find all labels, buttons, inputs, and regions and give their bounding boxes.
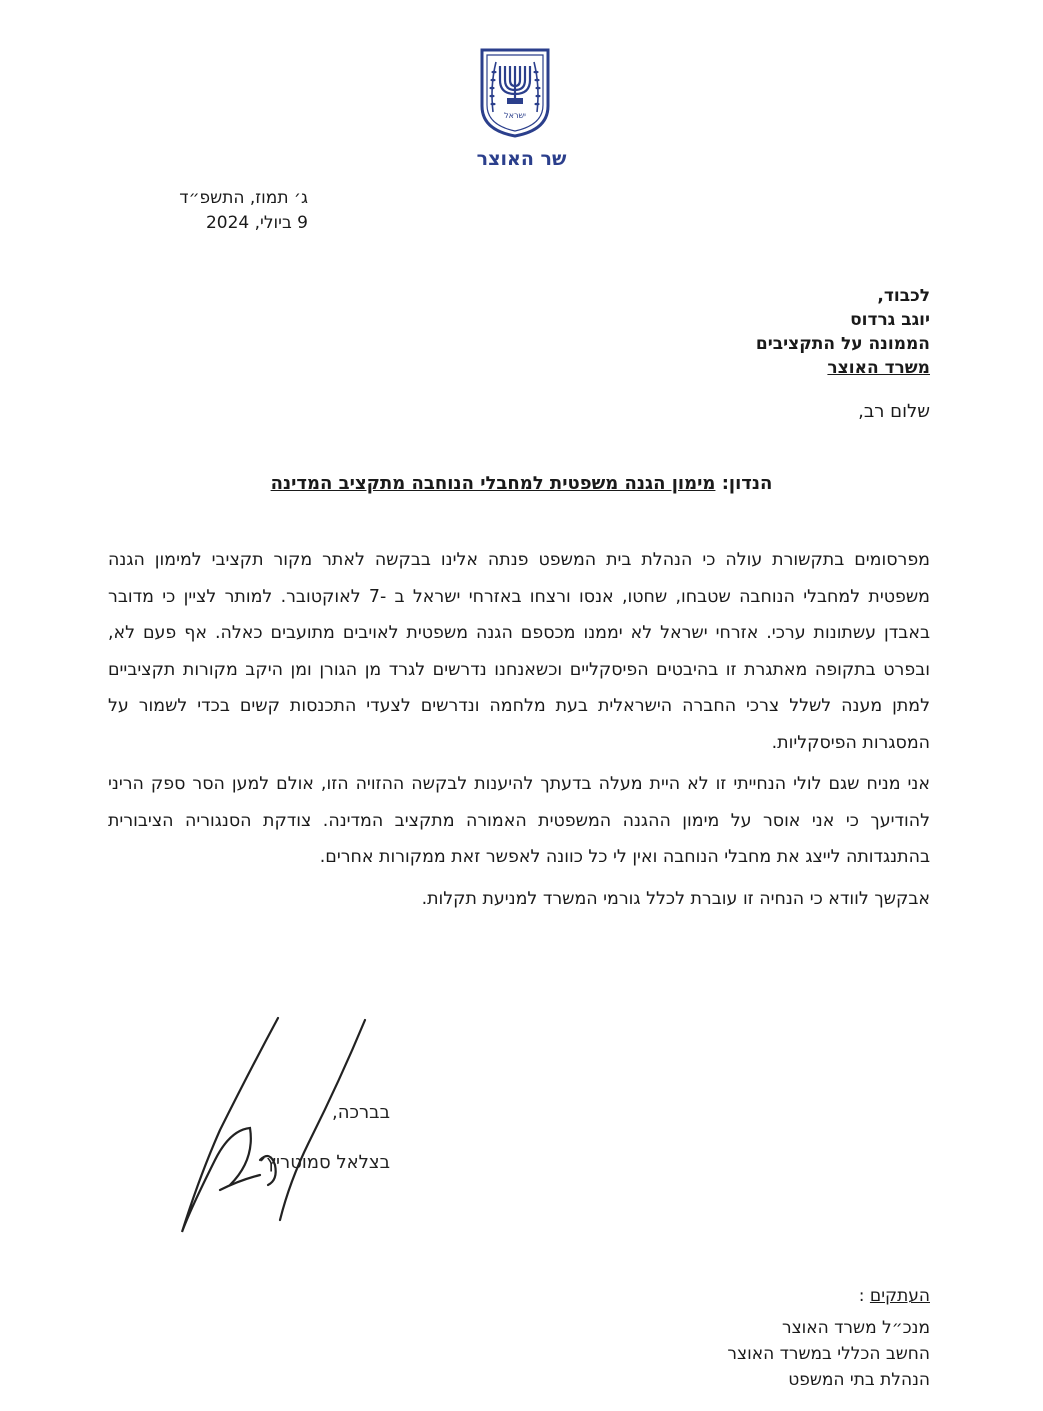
closing: בברכה, [332, 1102, 390, 1123]
cc-item: מנכ״ל משרד האוצר [781, 1318, 930, 1338]
signer-name: בצלאל סמוטריץ׳ [258, 1152, 390, 1173]
gregorian-date: 9 ביולי, 2024 [205, 213, 308, 233]
letter-body [108, 542, 930, 922]
body-paragraph: אבקשך לוודא כי הנחיה זו עוברת לכלל גורמי המשרד למניעת תקלות. [421, 888, 930, 909]
body-paragraph: מפרסומים בתקשורת עולה כי הנהלת בית המשפט פנתה אלינו בבקשה לאתר מקור תקציבי למימון הגנה משפטית למחבלי הנוחבה שטבחו, שחטו, אנסו ורצחו באזרחי ישראל ב -7 לאוקטובר. למותר לציין כי מדובר באבדן עשתונות ערכי. אזרחי ישראל לא יממנו מכספם הגנה משפטית לאויבים מתועבים כאלה. אף פעם לא, ובפרט בתקופה מאתגרת זו בהיבטים הפיסקליים וכשאנחנו נדרשים לגרד מן הגורן ומן היקב מקורות תקציביים למתן מענה לשלל צרכי החברה הישראלית בעת מלחמה ונדרשים לצעדי התכנסות קשים בכדי לשמור על המסגרות הפיסקליות. [108, 550, 930, 753]
greeting: שלום רב, [858, 401, 930, 422]
recipient-block [756, 284, 930, 380]
minister-title: שר האוצר [476, 148, 567, 170]
cc-title: העתקים [869, 1286, 930, 1306]
hebrew-date: ג׳ תמוז, התשפ״ד [179, 188, 308, 208]
recipient-name: יוגב גרדוס [850, 310, 930, 330]
signature-block [160, 1010, 390, 1245]
cc-block: העתקים : מנכ״ל משרד האוצר החשב הכללי במשרד האוצר הנהלת בתי המשפט [727, 1283, 930, 1393]
cc-item: הנהלת בתי המשפט [788, 1370, 930, 1390]
cc-item: החשב הכללי במשרד האוצר [727, 1344, 930, 1364]
recipient-office: משרד האוצר [827, 358, 930, 378]
state-emblem-icon [478, 46, 552, 138]
emblem-text: ישראל [504, 111, 526, 120]
letter-date [108, 186, 308, 236]
handwritten-signature-icon [160, 1010, 390, 1245]
recipient-role: הממונה על התקציבים [755, 334, 930, 354]
recipient-salutation: לכבוד, [877, 286, 930, 306]
subject-text: מימון הגנה משפטית למחבלי הנוחבה מתקציב המדינה [270, 473, 716, 494]
subject-line [0, 473, 1043, 494]
body-paragraph: אני מניח שגם לולי הנחייתי זו לא היית מעלה בדעתך להיענות לבקשה ההזויה הזו, אולם למען הסר ספק הריני להודיעך כי אני אוסר על מימון ההגנה המשפטית האמורה מתקציב המדינה. צודקת הסנגוריה הציבורית בהתנגדותה לייצג את מחבלי הנוחבה ואין לי כל כוונה לאפשר זאת ממקורות אחרים. [108, 774, 930, 867]
subject-label: הנדון: [721, 473, 773, 494]
